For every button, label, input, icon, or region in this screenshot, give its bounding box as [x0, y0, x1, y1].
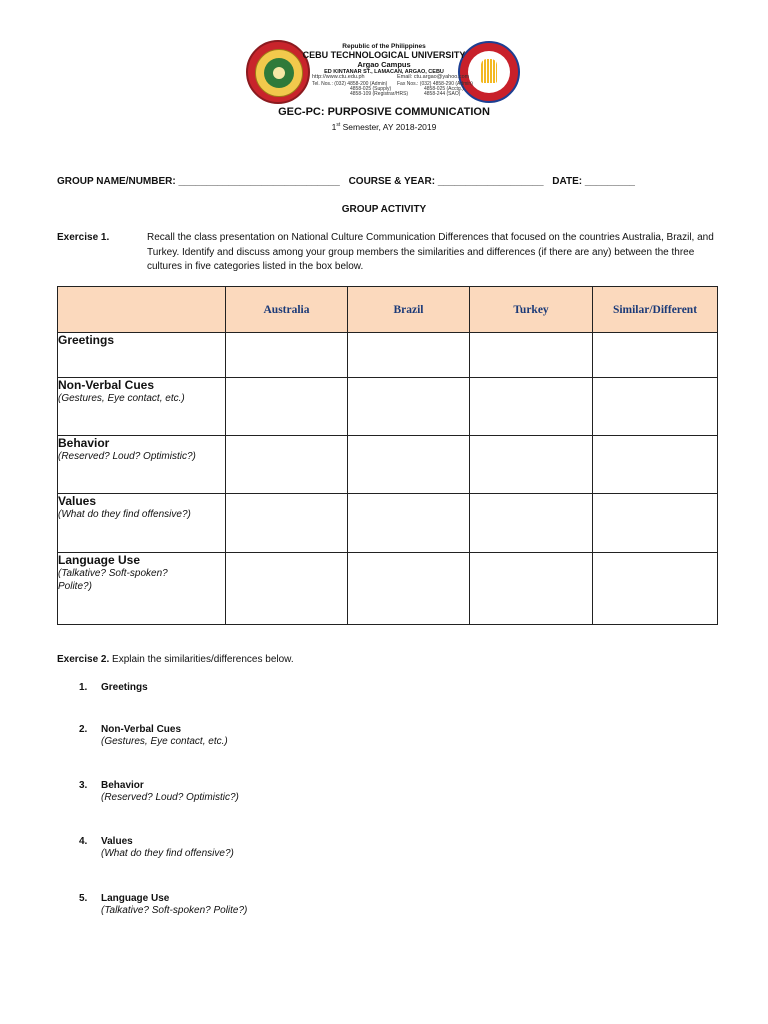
answer-cell[interactable]: [226, 553, 348, 625]
item-title: Greetings: [101, 682, 148, 693]
semester-line: [0, 122, 768, 132]
answer-cell[interactable]: [593, 378, 718, 436]
answer-cell[interactable]: [593, 494, 718, 553]
answer-cell[interactable]: [226, 436, 348, 494]
table-row: [58, 378, 718, 436]
comparison-table: [57, 286, 718, 625]
row-label-language-use: [58, 553, 226, 625]
answer-cell[interactable]: [348, 333, 470, 378]
header-cell-brazil: Brazil: [348, 287, 470, 333]
item-number: 5.: [79, 893, 88, 904]
answer-cell[interactable]: [348, 553, 470, 625]
item-subtitle: (Talkative? Soft-spoken? Polite?): [101, 905, 248, 916]
row-title: Values: [58, 494, 97, 508]
row-label-behavior: [58, 436, 226, 494]
item-number: 3.: [79, 780, 88, 791]
exercise2-text: Explain the similarities/differences below.: [109, 654, 294, 665]
header-republic: Republic of the Philippines: [342, 43, 426, 50]
semester-text: Semester, AY 2018-2019: [340, 122, 437, 132]
table-row: [58, 494, 718, 553]
row-label-greetings: [58, 333, 226, 378]
row-subtitle: (Talkative? Soft-spoken? Polite?): [58, 568, 168, 592]
list-item: [79, 836, 234, 861]
header-address: ED KINTANAR ST., LAMACAN, ARGAO, CEBU: [324, 69, 444, 75]
header-tel-2: 4858-025 (Supply): [350, 86, 392, 92]
exercise2-label: Exercise 2.: [57, 654, 110, 665]
row-label-nonverbal: [58, 378, 226, 436]
row-label-values: [58, 494, 226, 553]
answer-cell[interactable]: [226, 494, 348, 553]
row-subtitle: (Gestures, Eye contact, etc.): [58, 393, 185, 404]
item-subtitle: (Reserved? Loud? Optimistic?): [101, 792, 239, 803]
answer-cell[interactable]: [470, 333, 593, 378]
answer-cell[interactable]: [348, 436, 470, 494]
header-cell-australia: Australia: [226, 287, 348, 333]
header-email: Email: ctu.argao@yahoo.com: [397, 74, 470, 80]
course-title: GEC-PC: PURPOSIVE COMMUNICATION: [278, 106, 490, 118]
answer-cell[interactable]: [470, 494, 593, 553]
row-title: Behavior: [58, 436, 110, 450]
semester-number: 1: [331, 122, 337, 132]
group-info-line: [57, 176, 717, 187]
row-title: Greetings: [58, 333, 115, 347]
date-field: DATE: _________: [552, 176, 635, 187]
answer-cell[interactable]: [348, 494, 470, 553]
activity-heading: GROUP ACTIVITY: [341, 204, 427, 215]
exercise1-label: Exercise 1.: [57, 232, 110, 243]
header-cell-similar-different: Similar/Different: [593, 287, 718, 333]
header-fax-3: 4858-244 (SAO): [424, 91, 461, 97]
header-campus: Argao Campus: [357, 60, 411, 69]
item-title: Behavior: [101, 780, 144, 791]
semester-superscript: st: [336, 122, 341, 129]
header-cell-turkey: Turkey: [470, 287, 593, 333]
row-title: Language Use: [58, 553, 141, 567]
row-subtitle: (What do they find offensive?): [58, 509, 191, 520]
answer-cell[interactable]: [226, 378, 348, 436]
item-number: 2.: [79, 724, 88, 735]
table-row: [58, 553, 718, 625]
list-item: [79, 780, 239, 805]
exercise2-instructions: [57, 654, 294, 665]
row-subtitle: (Reserved? Loud? Optimistic?): [58, 451, 196, 462]
table-header-row: [58, 287, 718, 333]
header-fax-1: Fax Nos.: (032) 4858-290 (Admin): [397, 81, 473, 87]
table-row: [58, 333, 718, 378]
answer-cell[interactable]: [593, 333, 718, 378]
header-tel-3: 4858-109 (Registrar/HRS): [350, 91, 409, 97]
list-item: [79, 682, 148, 693]
item-subtitle: (What do they find offensive?): [101, 848, 234, 859]
header-cell-empty: [58, 287, 226, 333]
item-number: 1.: [79, 682, 88, 693]
answer-cell[interactable]: [470, 436, 593, 494]
item-number: 4.: [79, 836, 88, 847]
header-website: http://www.ctu.edu.ph: [312, 74, 365, 80]
header-university: CEBU TECHNOLOGICAL UNIVERSITY: [302, 50, 466, 60]
answer-cell[interactable]: [470, 553, 593, 625]
list-item: [79, 724, 228, 749]
answer-cell[interactable]: [226, 333, 348, 378]
header-tel-1: Tel. Nos.: (032) 4858-200 (Admin): [312, 81, 388, 87]
exercise1-instructions: Recall the class presentation on National Culture Communication Differences that focused on the countries Australia, Brazil, and Turkey. Identify and discuss among your group members the similarities and differences (if there are any) between the three cultures in five categories listed in the box below.: [147, 232, 714, 272]
item-title: Language Use: [101, 893, 170, 904]
list-item: [79, 893, 247, 918]
header-fax-2: 4858-025 (Acctg.): [424, 86, 464, 92]
course-year-field: COURSE & YEAR: ___________________: [348, 176, 544, 187]
answer-cell[interactable]: [348, 378, 470, 436]
group-name-field: GROUP NAME/NUMBER: _____________________________: [57, 176, 340, 187]
item-subtitle: (Gestures, Eye contact, etc.): [101, 736, 228, 747]
row-title: Non-Verbal Cues: [58, 378, 155, 392]
answer-cell[interactable]: [470, 378, 593, 436]
item-title: Values: [101, 836, 133, 847]
item-title: Non-Verbal Cues: [101, 724, 182, 735]
table-row: [58, 436, 718, 494]
answer-cell[interactable]: [593, 436, 718, 494]
answer-cell[interactable]: [593, 553, 718, 625]
